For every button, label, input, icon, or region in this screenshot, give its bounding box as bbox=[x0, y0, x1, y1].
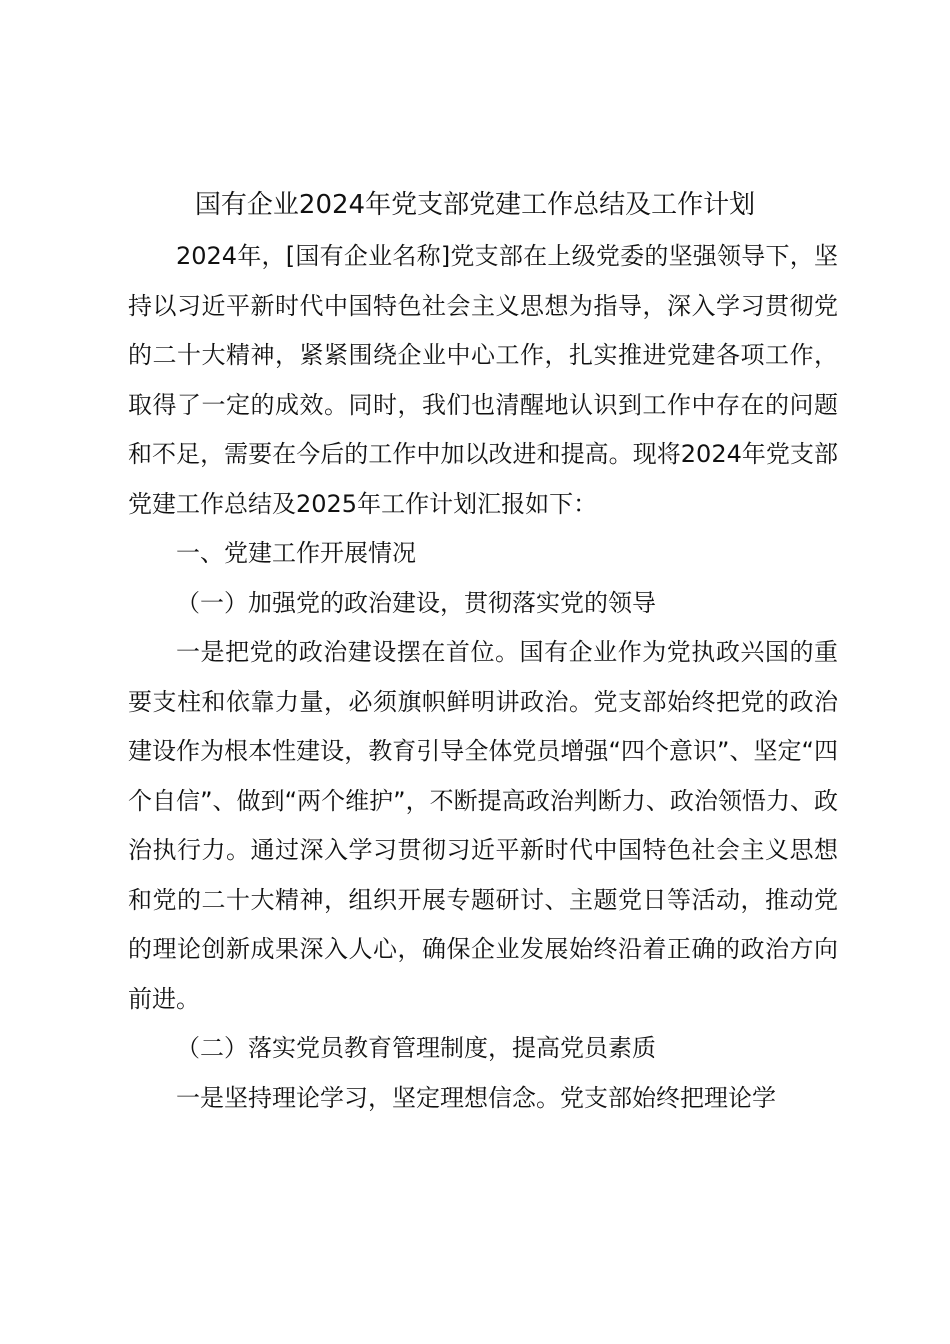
subsection-2-paragraph: 一是坚持理论学习，坚定理想信念。党支部始终把理论学 bbox=[176, 1083, 776, 1112]
section-heading-1: 一、党建工作开展情况 bbox=[176, 539, 416, 567]
subsection-heading-2: （二）落实党员教育管理制度，提高党员素质 bbox=[176, 1034, 656, 1062]
subsection-heading-1: （一）加强党的政治建设，贯彻落实党的领导 bbox=[176, 588, 656, 617]
document-body bbox=[128, 232, 838, 1123]
intro-paragraph: 2024年，[国有企业名称]党支部在上级党委的坚强领导下，坚持以习近平新时代中国特色社会主义思想为指导，深入学习贯彻党的二十大精神，紧紧围绕企业中心工作，扎实推进党建各项工作，取得了一定的成效。同时，我们也清醒地认识到工作中存在的问题和不足，需要在今后的工作中加以改进和提高。现将2024年党支部党建工作总结及2025年工作计划汇报如下： bbox=[128, 242, 838, 518]
subsection-1-paragraph: 一是把党的政治建设摆在首位。国有企业作为党执政兴国的重要支柱和依靠力量，必须旗帜鲜明讲政治。党支部始终把党的政治建设作为根本性建设，教育引导全体党员增强“四个意识”、坚定“四个自信”、做到“两个维护”，不断提高政治判断力、政治领悟力、政治执行力。通过深入学习贯彻习近平新时代中国特色社会主义思想和党的二十大精神，组织开展专题研讨、主题党日等活动，推动党的理论创新成果深入人心，确保企业发展始终沿着正确的政治方向前进。 bbox=[128, 638, 838, 1013]
document-title: 国有企业2024年党支部党建工作总结及工作计划 bbox=[194, 190, 756, 220]
